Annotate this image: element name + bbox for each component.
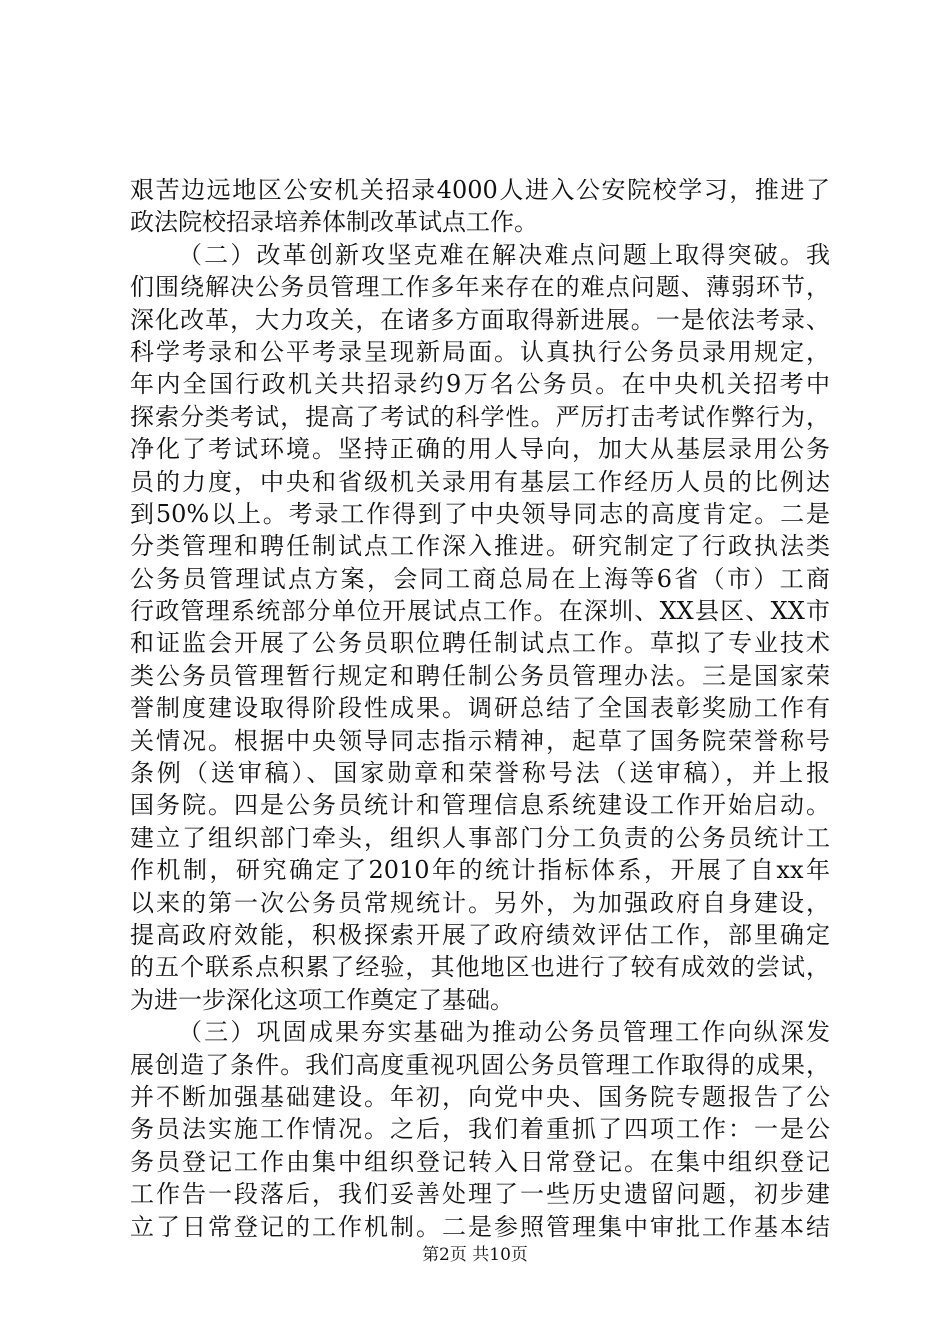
text-line: （二）改革创新攻坚克难在解决难点问题上取得突破。我 (178, 240, 830, 269)
text-line: 员的力度，中央和省级机关录用有基层工作经历人员的比例达 (130, 467, 830, 496)
text-line: 探索分类考试，提高了考试的科学性。严厉打击考试作弊行为， (130, 402, 830, 431)
text-line: 和证监会开展了公务员职位聘任制试点工作。草拟了专业技术 (130, 629, 830, 658)
text-line: 关情况。根据中央领导同志指示精神，起草了国务院荣誉称号 (130, 726, 830, 755)
text-line: 深化改革，大力攻关，在诸多方面取得新进展。一是依法考录、 (130, 305, 830, 334)
text-line: 类公务员管理暂行规定和聘任制公务员管理办法。三是国家荣 (130, 661, 830, 690)
text-line: 以来的第一次公务员常规统计。另外，为加强政府自身建设， (130, 888, 830, 917)
text-line: 为进一步深化这项工作奠定了基础。 (130, 985, 514, 1014)
text-line: 的五个联系点积累了经验，其他地区也进行了较有成效的尝试， (130, 953, 830, 982)
text-line: 公务员管理试点方案，会同工商总局在上海等6省（市）工商 (130, 564, 830, 593)
text-line: 行政管理系统部分单位开展试点工作。在深圳、XX县区、XX市 (130, 597, 830, 626)
text-line: 工作告一段落后，我们妥善处理了一些历史遗留问题，初步建 (130, 1180, 830, 1209)
page-footer: 第2页 共10页 (422, 1245, 528, 1265)
text-line: 分类管理和聘任制试点工作深入推进。研究制定了行政执法类 (130, 532, 830, 561)
text-line: 展创造了条件。我们高度重视巩固公务员管理工作取得的成果， (130, 1050, 830, 1079)
text-line: 国务院。四是公务员统计和管理信息系统建设工作开始启动。 (130, 791, 830, 820)
text-line: 科学考录和公平考录呈现新局面。认真执行公务员录用规定， (130, 337, 830, 366)
document-body (130, 174, 830, 1243)
text-line: 建立了组织部门牵头，组织人事部门分工负责的公务员统计工 (130, 823, 830, 852)
text-line: 条例（送审稿）、国家勋章和荣誉称号法（送审稿），并上报 (130, 759, 830, 788)
text-line: 到50%以上。考录工作得到了中央领导同志的高度肯定。二是 (130, 499, 830, 528)
text-line: 务员登记工作由集中组织登记转入日常登记。在集中组织登记 (130, 1147, 830, 1176)
text-line: 作机制，研究确定了2010年的统计指标体系，开展了自xx年 (130, 856, 830, 885)
text-line: 提高政府效能，积极探索开展了政府绩效评估工作，部里确定 (130, 920, 830, 949)
text-line: 艰苦边远地区公安机关招录4000人进入公安院校学习，推进了 (130, 176, 830, 204)
text-line: （三）巩固成果夯实基础为推动公务员管理工作向纵深发 (178, 1018, 830, 1047)
text-line: 立了日常登记的工作机制。二是参照管理集中审批工作基本结 (130, 1212, 830, 1241)
text-line: 政法院校招录培养体制改革试点工作。 (130, 208, 538, 237)
text-line: 们围绕解决公务员管理工作多年来存在的难点问题、薄弱环节， (130, 273, 830, 302)
text-line: 净化了考试环境。坚持正确的用人导向，加大从基层录用公务 (130, 435, 830, 464)
text-line: 务员法实施工作情况。之后，我们着重抓了四项工作：一是公 (130, 1115, 830, 1144)
text-line: 誉制度建设取得阶段性成果。调研总结了全国表彰奖励工作有 (130, 694, 830, 723)
text-line: 年内全国行政机关共招录约9万名公务员。在中央机关招考中 (130, 370, 830, 399)
text-line: 并不断加强基础建设。年初，向党中央、国务院专题报告了公 (130, 1082, 830, 1111)
